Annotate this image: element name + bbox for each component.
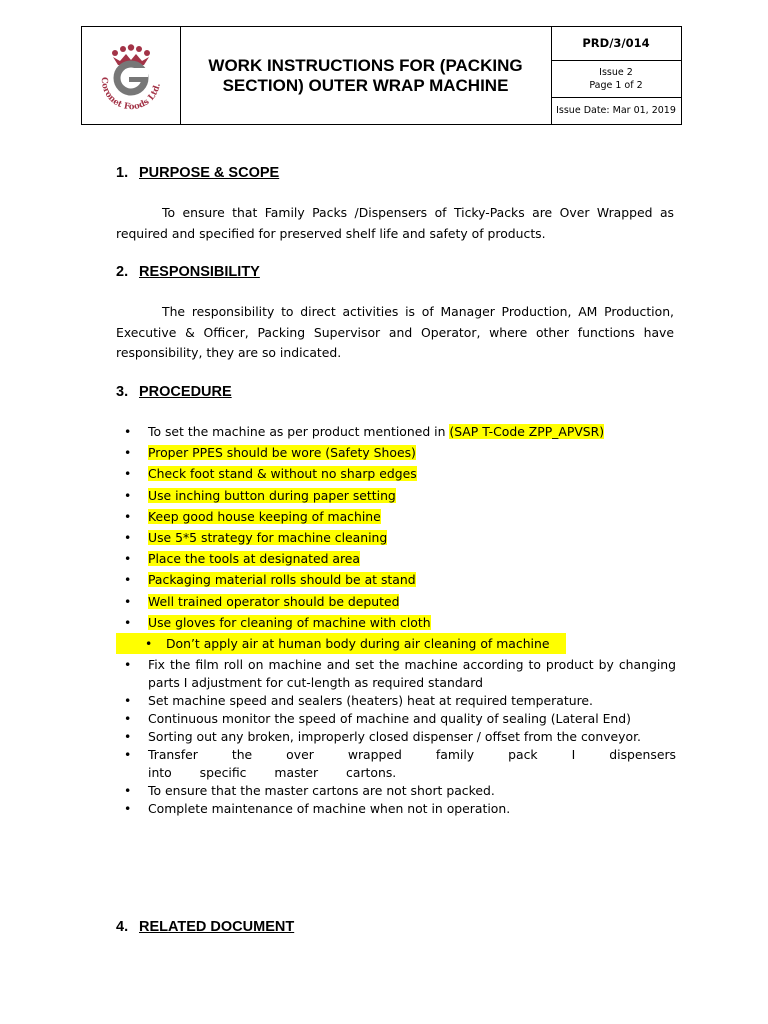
list-item: • Set machine speed and sealers (heaters) heat at required temperature. (116, 692, 676, 710)
document-title-line1: WORK INSTRUCTIONS FOR (PACKING (208, 55, 523, 75)
info-cell (551, 27, 681, 124)
logo-cell (82, 27, 181, 124)
list-item: • To ensure that the master cartons are not short packed. (116, 782, 676, 800)
purpose-paragraph: To ensure that Family Packs /Dispensers of Ticky-Packs are Over Wrapped as required and specified for preserved shelf life and safety of products. (116, 205, 674, 241)
company-logo (82, 27, 180, 124)
title-cell (180, 27, 552, 124)
list-item: • To set the machine as per product mentioned in (SAP T-Code ZPP_APVSR) (116, 421, 676, 442)
section-heading-related-document: 4. RELATED DOCUMENT (116, 919, 295, 935)
list-item: • Sorting out any broken, improperly closed dispenser / offset from the conveyor. (116, 728, 676, 746)
list-item: • Use 5*5 strategy for machine cleaning (116, 527, 676, 548)
list-item: • Keep good house keeping of machine (116, 506, 676, 527)
section-heading-responsibility: 2. RESPONSIBILITY (116, 264, 260, 280)
responsibility-paragraph: The responsibility to direct activities is of Manager Production, AM Production, Executive & Officer, Packing Supervisor and Operator, where other functions have responsibility, they are so indicated. (116, 304, 674, 360)
list-item: • Place the tools at designated area (116, 548, 676, 569)
document-code: PRD/3/014 (551, 27, 681, 61)
list-item: • Check foot stand & without no sharp edges (116, 463, 676, 484)
document-header (81, 26, 682, 125)
issue-date: Issue Date: Mar 01, 2019 (556, 105, 676, 116)
issue-number: Issue 2 (599, 67, 633, 78)
list-item: • Continuous monitor the speed of machine and quality of sealing (Lateral End) (116, 710, 676, 728)
procedure-list (116, 656, 676, 818)
list-item: • Complete maintenance of machine when not in operation. (116, 800, 676, 818)
issue-info (551, 60, 681, 98)
section-heading-procedure: 3. PROCEDURE (116, 384, 232, 400)
list-item: • Proper PPES should be wore (Safety Shoes) (116, 442, 676, 463)
safety-checklist (116, 421, 676, 654)
list-item: • Use gloves for cleaning of machine with cloth (116, 612, 676, 633)
logo-text: Coronet Foods Ltd. (98, 76, 163, 113)
list-item: • Packaging material rolls should be at stand (116, 569, 676, 590)
document-title-line2: SECTION) OUTER WRAP MACHINE (222, 75, 509, 95)
page-number: Page 1 of 2 (589, 80, 643, 91)
sub-list-item: • Don’t apply air at human body during air cleaning of machine (116, 633, 566, 654)
section-heading-purpose: 1. PURPOSE & SCOPE (116, 165, 280, 181)
list-item: • Transfer the over wrapped family pack I dispensers into specific master cartons. (116, 746, 676, 782)
list-item: • Well trained operator should be deputed (116, 591, 676, 612)
list-item: • Fix the film roll on machine and set the machine according to product by changing parts I adjustment for cut-length as required standard (116, 656, 676, 692)
list-item: • Use inching button during paper setting (116, 485, 676, 506)
